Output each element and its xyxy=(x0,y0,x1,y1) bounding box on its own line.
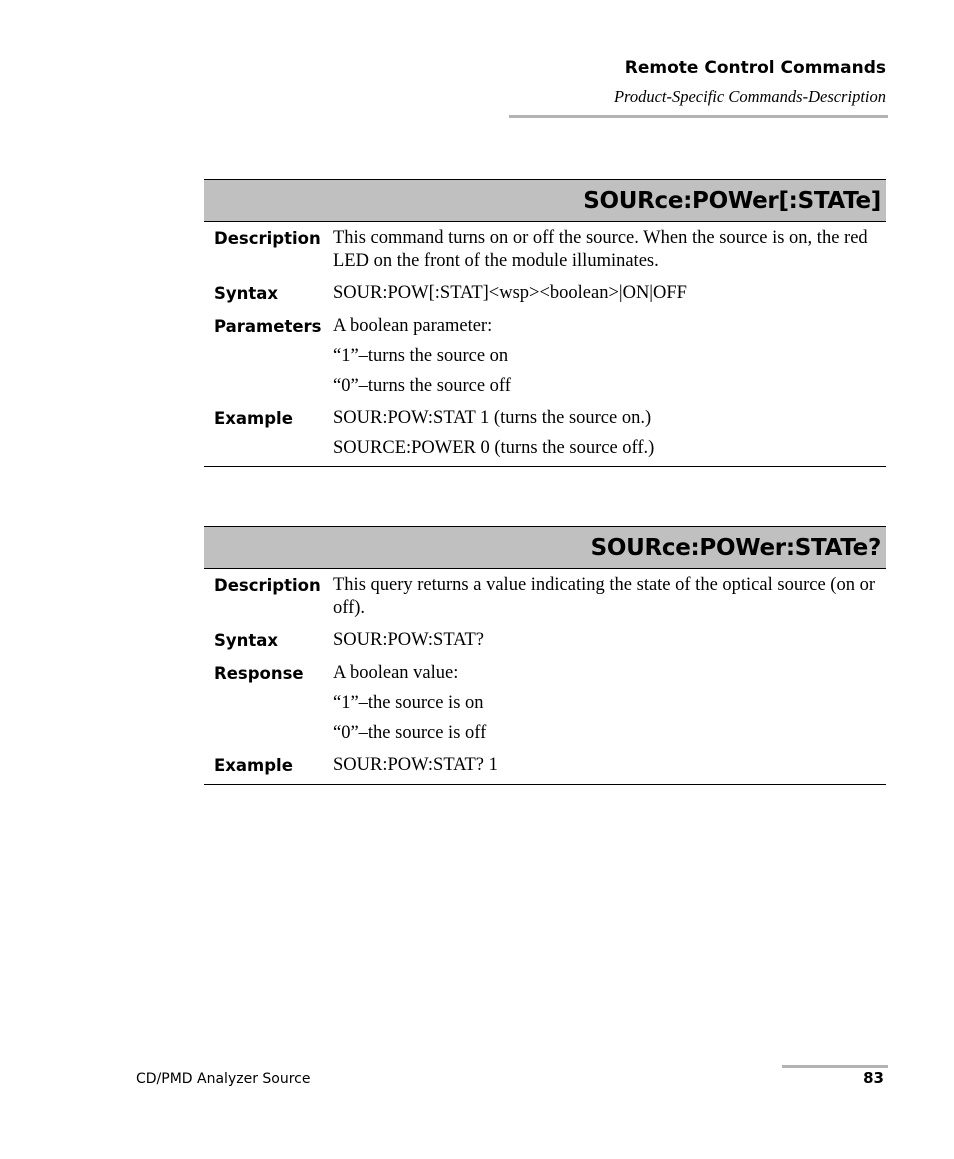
row-content xyxy=(333,227,886,273)
command-table xyxy=(204,569,886,785)
page-number: 83 xyxy=(863,1069,884,1087)
running-header-subtitle: Product-Specific Commands-Description xyxy=(613,87,886,106)
command-block-source-power-state xyxy=(204,179,886,467)
row-text: A boolean parameter: xyxy=(333,316,493,336)
row-content xyxy=(333,754,886,778)
running-header-title: Remote Control Commands xyxy=(624,58,886,78)
row-label: Description xyxy=(214,229,321,248)
header-divider xyxy=(509,115,888,118)
footer-divider xyxy=(782,1065,888,1068)
command-table xyxy=(204,222,886,467)
command-block-source-power-state-query xyxy=(204,526,886,785)
row-text: SOUR:POW[:STAT]<wsp><boolean>|ON|OFF xyxy=(333,283,687,303)
row-label: Response xyxy=(214,664,304,683)
row-text: A boolean value: xyxy=(333,663,459,683)
row-content xyxy=(333,407,886,460)
row-text: “0”–turns the source off xyxy=(333,376,511,396)
command-heading: SOURce:POWer:STATe? xyxy=(590,534,881,561)
row-label: Parameters xyxy=(214,317,322,336)
row-label: Example xyxy=(214,756,293,775)
row-text: “0”–the source is off xyxy=(333,723,487,743)
row-text: SOUR:POW:STAT? xyxy=(333,630,484,650)
parameters-row xyxy=(204,315,886,398)
row-label: Example xyxy=(214,409,293,428)
response-row xyxy=(204,662,886,745)
command-heading: SOURce:POWer[:STATe] xyxy=(583,187,881,214)
row-content xyxy=(333,282,886,306)
row-label: Description xyxy=(214,576,321,595)
row-content xyxy=(333,629,886,653)
syntax-row xyxy=(204,282,886,306)
row-text: This command turns on or off the source. When the source is on, the red LED on the front of the module illuminates. xyxy=(333,228,868,271)
row-label: Syntax xyxy=(214,284,279,303)
command-heading-bar xyxy=(204,179,886,222)
row-content xyxy=(333,574,886,620)
command-heading-bar xyxy=(204,526,886,569)
row-text: SOURCE:POWER 0 (turns the source off.) xyxy=(333,438,655,458)
syntax-row xyxy=(204,629,886,653)
row-text: “1”–the source is on xyxy=(333,693,484,713)
example-row xyxy=(204,754,886,778)
row-text: SOUR:POW:STAT 1 (turns the source on.) xyxy=(333,408,652,428)
description-row xyxy=(204,574,886,620)
row-content xyxy=(333,315,886,398)
example-row xyxy=(204,407,886,460)
row-text: SOUR:POW:STAT? 1 xyxy=(333,755,498,775)
row-text: This query returns a value indicating the state of the optical source (on or off). xyxy=(333,575,875,618)
description-row xyxy=(204,227,886,273)
row-content xyxy=(333,662,886,745)
row-text: “1”–turns the source on xyxy=(333,346,509,366)
footer-product-name: CD/PMD Analyzer Source xyxy=(136,1071,311,1087)
row-label: Syntax xyxy=(214,631,279,650)
